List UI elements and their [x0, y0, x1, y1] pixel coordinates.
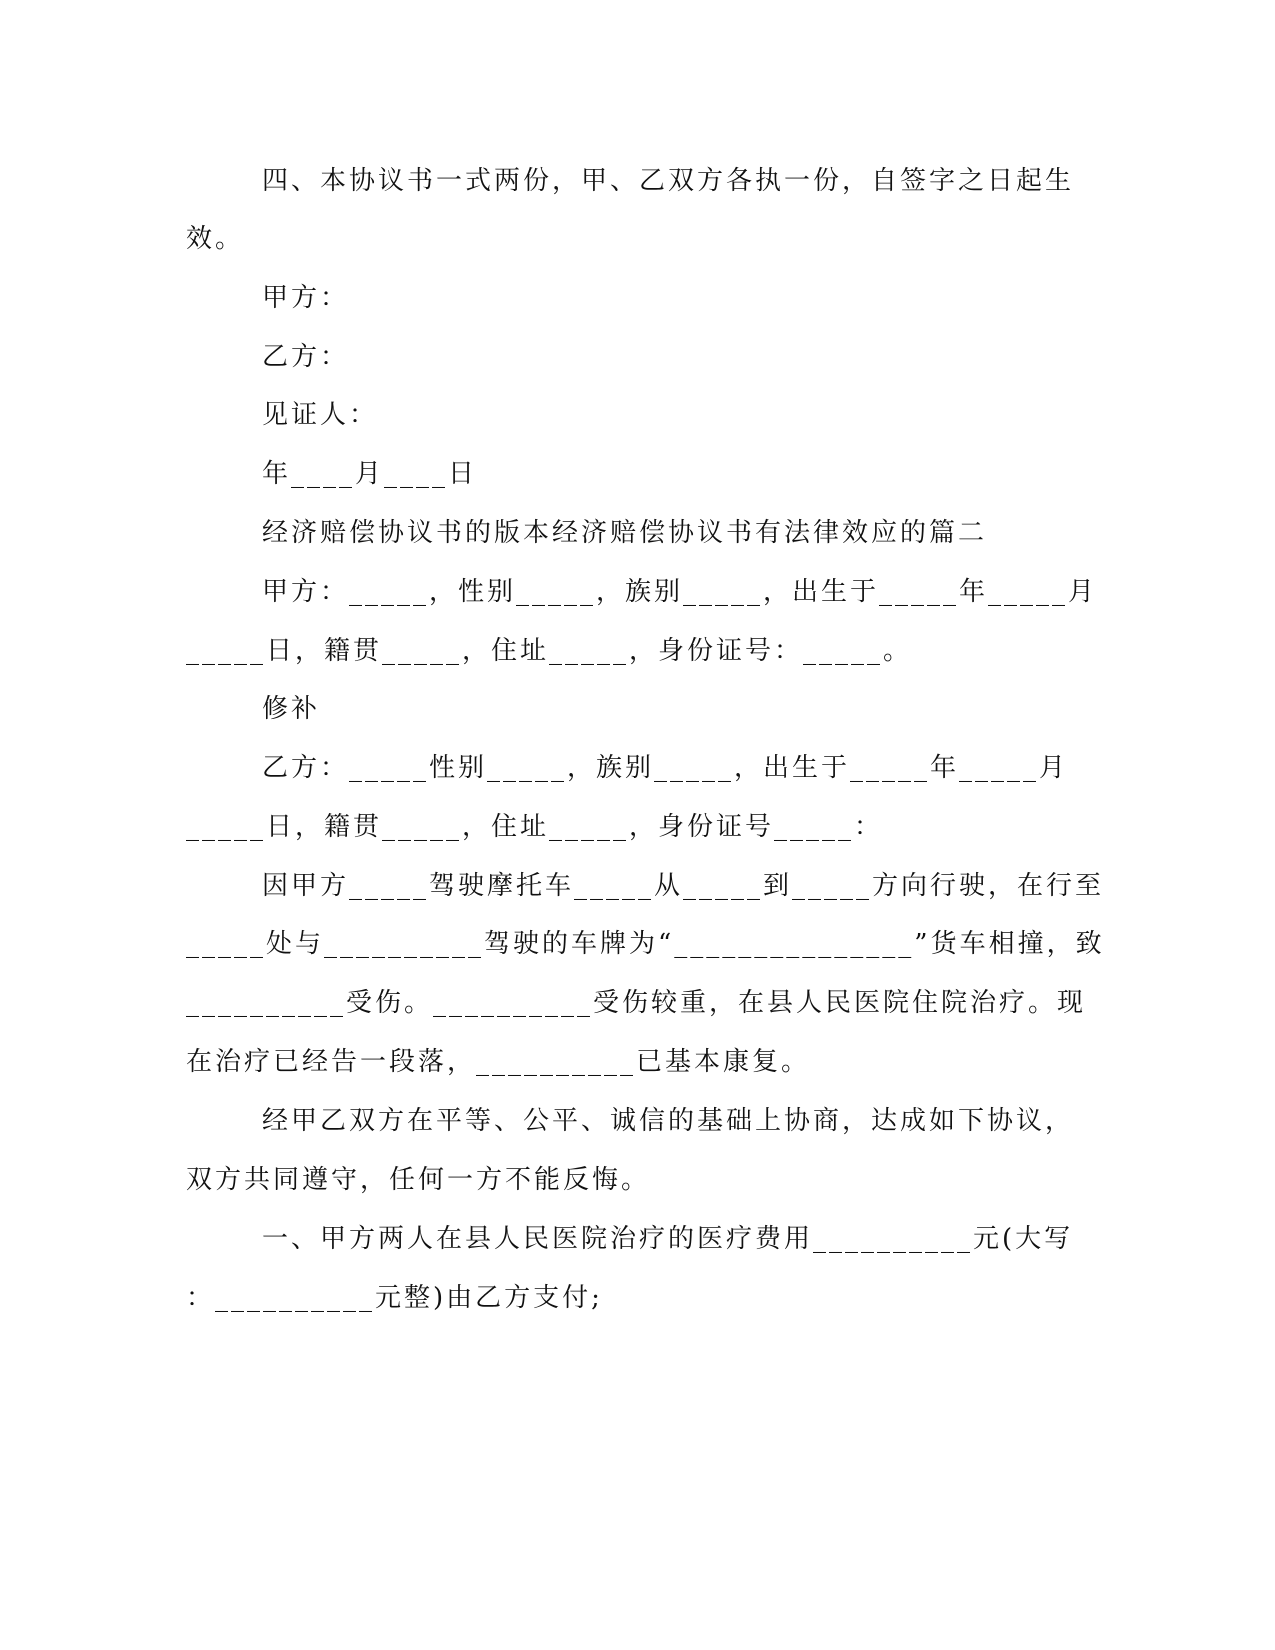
- paragraph-line: ：__________元整)由乙方支付;: [186, 1283, 603, 1313]
- section-title: 经济赔偿协议书的版本经济赔偿协议书有法律效应的篇二: [262, 518, 988, 548]
- paragraph-line: __________受伤。__________受伤较重，在县人民医院住院治疗。现: [186, 988, 1087, 1018]
- paragraph-line: 因甲方_____驾驶摩托车_____从_____到_____方向行驶，在行至: [262, 871, 1105, 901]
- party-a-label: 甲方：: [262, 283, 350, 313]
- party-b-label: 乙方：: [262, 342, 350, 372]
- paragraph-line: _____日，籍贯_____，住址_____，身份证号_____：: [186, 812, 884, 842]
- paragraph-line: 甲方：_____，性别_____，族别_____，出生于_____年_____月: [262, 577, 1098, 607]
- paragraph-line: 经甲乙双方在平等、公平、诚信的基础上协商，达成如下协议，: [262, 1106, 1075, 1136]
- date-line: 年____月____日: [262, 459, 478, 489]
- paragraph-line: 修补: [262, 694, 321, 724]
- paragraph-line: 一、甲方两人在县人民医院治疗的医疗费用__________元(大写: [262, 1224, 1074, 1254]
- paragraph-line: 双方共同遵守，任何一方不能反悔。: [186, 1165, 651, 1195]
- paragraph-line: 乙方：_____性别_____，族别_____，出生于_____年_____月: [262, 753, 1069, 783]
- witness-label: 见证人：: [262, 400, 379, 430]
- paragraph-line: 四、本协议书一式两份，甲、乙双方各执一份，自签字之日起生: [262, 166, 1075, 196]
- paragraph-line: _____处与__________驾驶的车牌为“_______________”货车相撞，致: [186, 929, 1105, 959]
- paragraph-line: _____日，籍贯_____，住址_____，身份证号：_____。: [186, 636, 913, 666]
- paragraph-line: 在治疗已经告一段落，__________已基本康复。: [186, 1047, 811, 1077]
- paragraph-line: 效。: [186, 224, 245, 254]
